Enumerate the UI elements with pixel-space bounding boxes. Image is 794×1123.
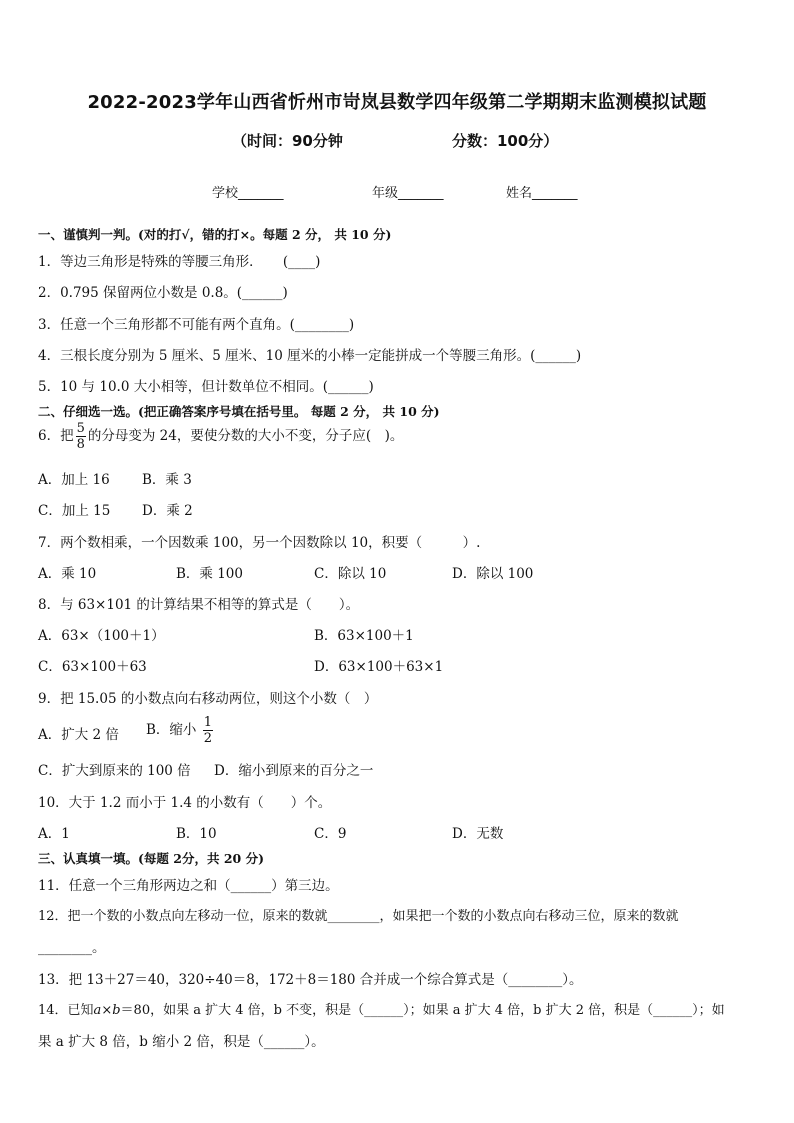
fraction-numerator: 1 xyxy=(203,715,212,730)
question-1: 1．等边三角形是特殊的等腰三角形． (____) xyxy=(38,254,321,270)
school-field: 学校_______ xyxy=(212,186,284,201)
variable-a: a xyxy=(93,1003,102,1018)
question-8: 8．与 63×101 的计算结果不相等的算式是（ ）。 xyxy=(38,597,360,613)
question-12-line-2: ________。 xyxy=(38,940,106,956)
section-1-heading: 一、谨慎判一判。(对的打√，错的打×。每题 2 分， 共 10 分) xyxy=(38,227,392,242)
q9-option-a: A．扩大 2 倍 xyxy=(38,727,119,743)
question-14-rest: ＝80，如果 a 扩大 4 倍，b 不变，积是（______）；如果 a 扩大 4 倍，b 扩大 2 倍，积是（______）；如 xyxy=(120,1003,725,1018)
variable-b: b xyxy=(112,1003,121,1018)
question-6-prefix: 6．把 xyxy=(38,428,74,444)
times-sign: × xyxy=(101,1003,113,1018)
q10-option-a: A．1 xyxy=(38,826,70,842)
name-field: 姓名_______ xyxy=(506,186,578,201)
question-12-line-1: 12．把一个数的小数点向左移动一位，原来的数就________，如果把一个数的小数点向右移动三位，原来的数就 xyxy=(38,909,679,924)
question-14-prefix: 14．已知 xyxy=(38,1003,94,1018)
q7-option-d: D．除以 100 xyxy=(452,566,534,582)
q7-option-c: C．除以 10 xyxy=(314,566,387,582)
fraction-numerator: 5 xyxy=(76,421,85,436)
q8-option-a: A．63×（100＋1） xyxy=(38,628,165,644)
q6-option-c: C．加上 15 xyxy=(38,503,111,519)
question-6-suffix: 的分母变为 24，要使分数的大小不变，分子应( )。 xyxy=(87,428,404,444)
fraction xyxy=(76,422,86,451)
fraction xyxy=(203,716,213,745)
q9-option-b-label: B．缩小 xyxy=(146,722,197,738)
question-3: 3．任意一个三角形都不可能有两个直角。(________) xyxy=(38,317,355,333)
fraction-denominator: 2 xyxy=(203,731,212,746)
question-4: 4．三根长度分别为 5 厘米、5 厘米、10 厘米的小棒一定能拼成一个等腰三角形。(______) xyxy=(38,348,582,364)
q8-option-d: D．63×100＋63×1 xyxy=(314,659,444,675)
q6-option-a: A．加上 16 xyxy=(38,472,110,488)
exam-time: （时间：90分钟 xyxy=(232,132,343,150)
grade-field: 年级_______ xyxy=(372,186,444,201)
question-10: 10．大于 1.2 而小于 1.4 的小数有（ ）个。 xyxy=(38,795,332,811)
q8-option-c: C．63×100＋63 xyxy=(38,659,147,675)
q9-option-d: D．缩小到原来的百分之一 xyxy=(214,763,374,779)
question-2: 2．0.795 保留两位小数是 0.8。(______) xyxy=(38,285,288,301)
question-7: 7．两个数相乘，一个因数乘 100，另一个因数除以 10，积要（ ）. xyxy=(38,535,481,551)
q7-option-b: B．乘 100 xyxy=(176,566,243,582)
q6-option-d: D．乘 2 xyxy=(142,503,193,519)
section-2-heading: 二、仔细选一选。(把正确答案序号填在括号里。 每题 2 分， 共 10 分) xyxy=(38,404,440,419)
q10-option-b: B．10 xyxy=(176,826,217,842)
q8-option-b: B．63×100＋1 xyxy=(314,628,414,644)
question-14-line-2: 果 a 扩大 8 倍，b 缩小 2 倍，积是（______）。 xyxy=(38,1034,325,1050)
question-13: 13．把 13＋27＝40，320÷40＝8，172＋8＝180 合并成一个综合算式是（________）。 xyxy=(38,972,583,988)
q9-option-c: C．扩大到原来的 100 倍 xyxy=(38,763,191,779)
question-5: 5．10 与 10.0 大小相等，但计数单位不相同。(______) xyxy=(38,379,374,395)
question-11: 11．任意一个三角形两边之和（______）第三边。 xyxy=(38,878,339,894)
q6-option-b: B．乘 3 xyxy=(142,472,192,488)
fraction-denominator: 8 xyxy=(76,437,85,452)
q7-option-a: A．乘 10 xyxy=(38,566,97,582)
exam-score: 分数：100分） xyxy=(452,132,559,150)
question-9: 9．把 15.05 的小数点向右移动两位，则这个小数（ ） xyxy=(38,691,378,707)
q9-option-b xyxy=(146,716,215,745)
page-title: 2022-2023学年山西省忻州市岢岚县数学四年级第二学期期末监测模拟试题 xyxy=(87,92,707,113)
question-6 xyxy=(38,422,403,451)
question-14-line-1 xyxy=(38,999,725,1018)
q10-option-c: C．9 xyxy=(314,826,347,842)
q10-option-d: D．无数 xyxy=(452,826,504,842)
section-3-heading: 三、认真填一填。(每题 2分，共 20 分) xyxy=(38,851,264,866)
